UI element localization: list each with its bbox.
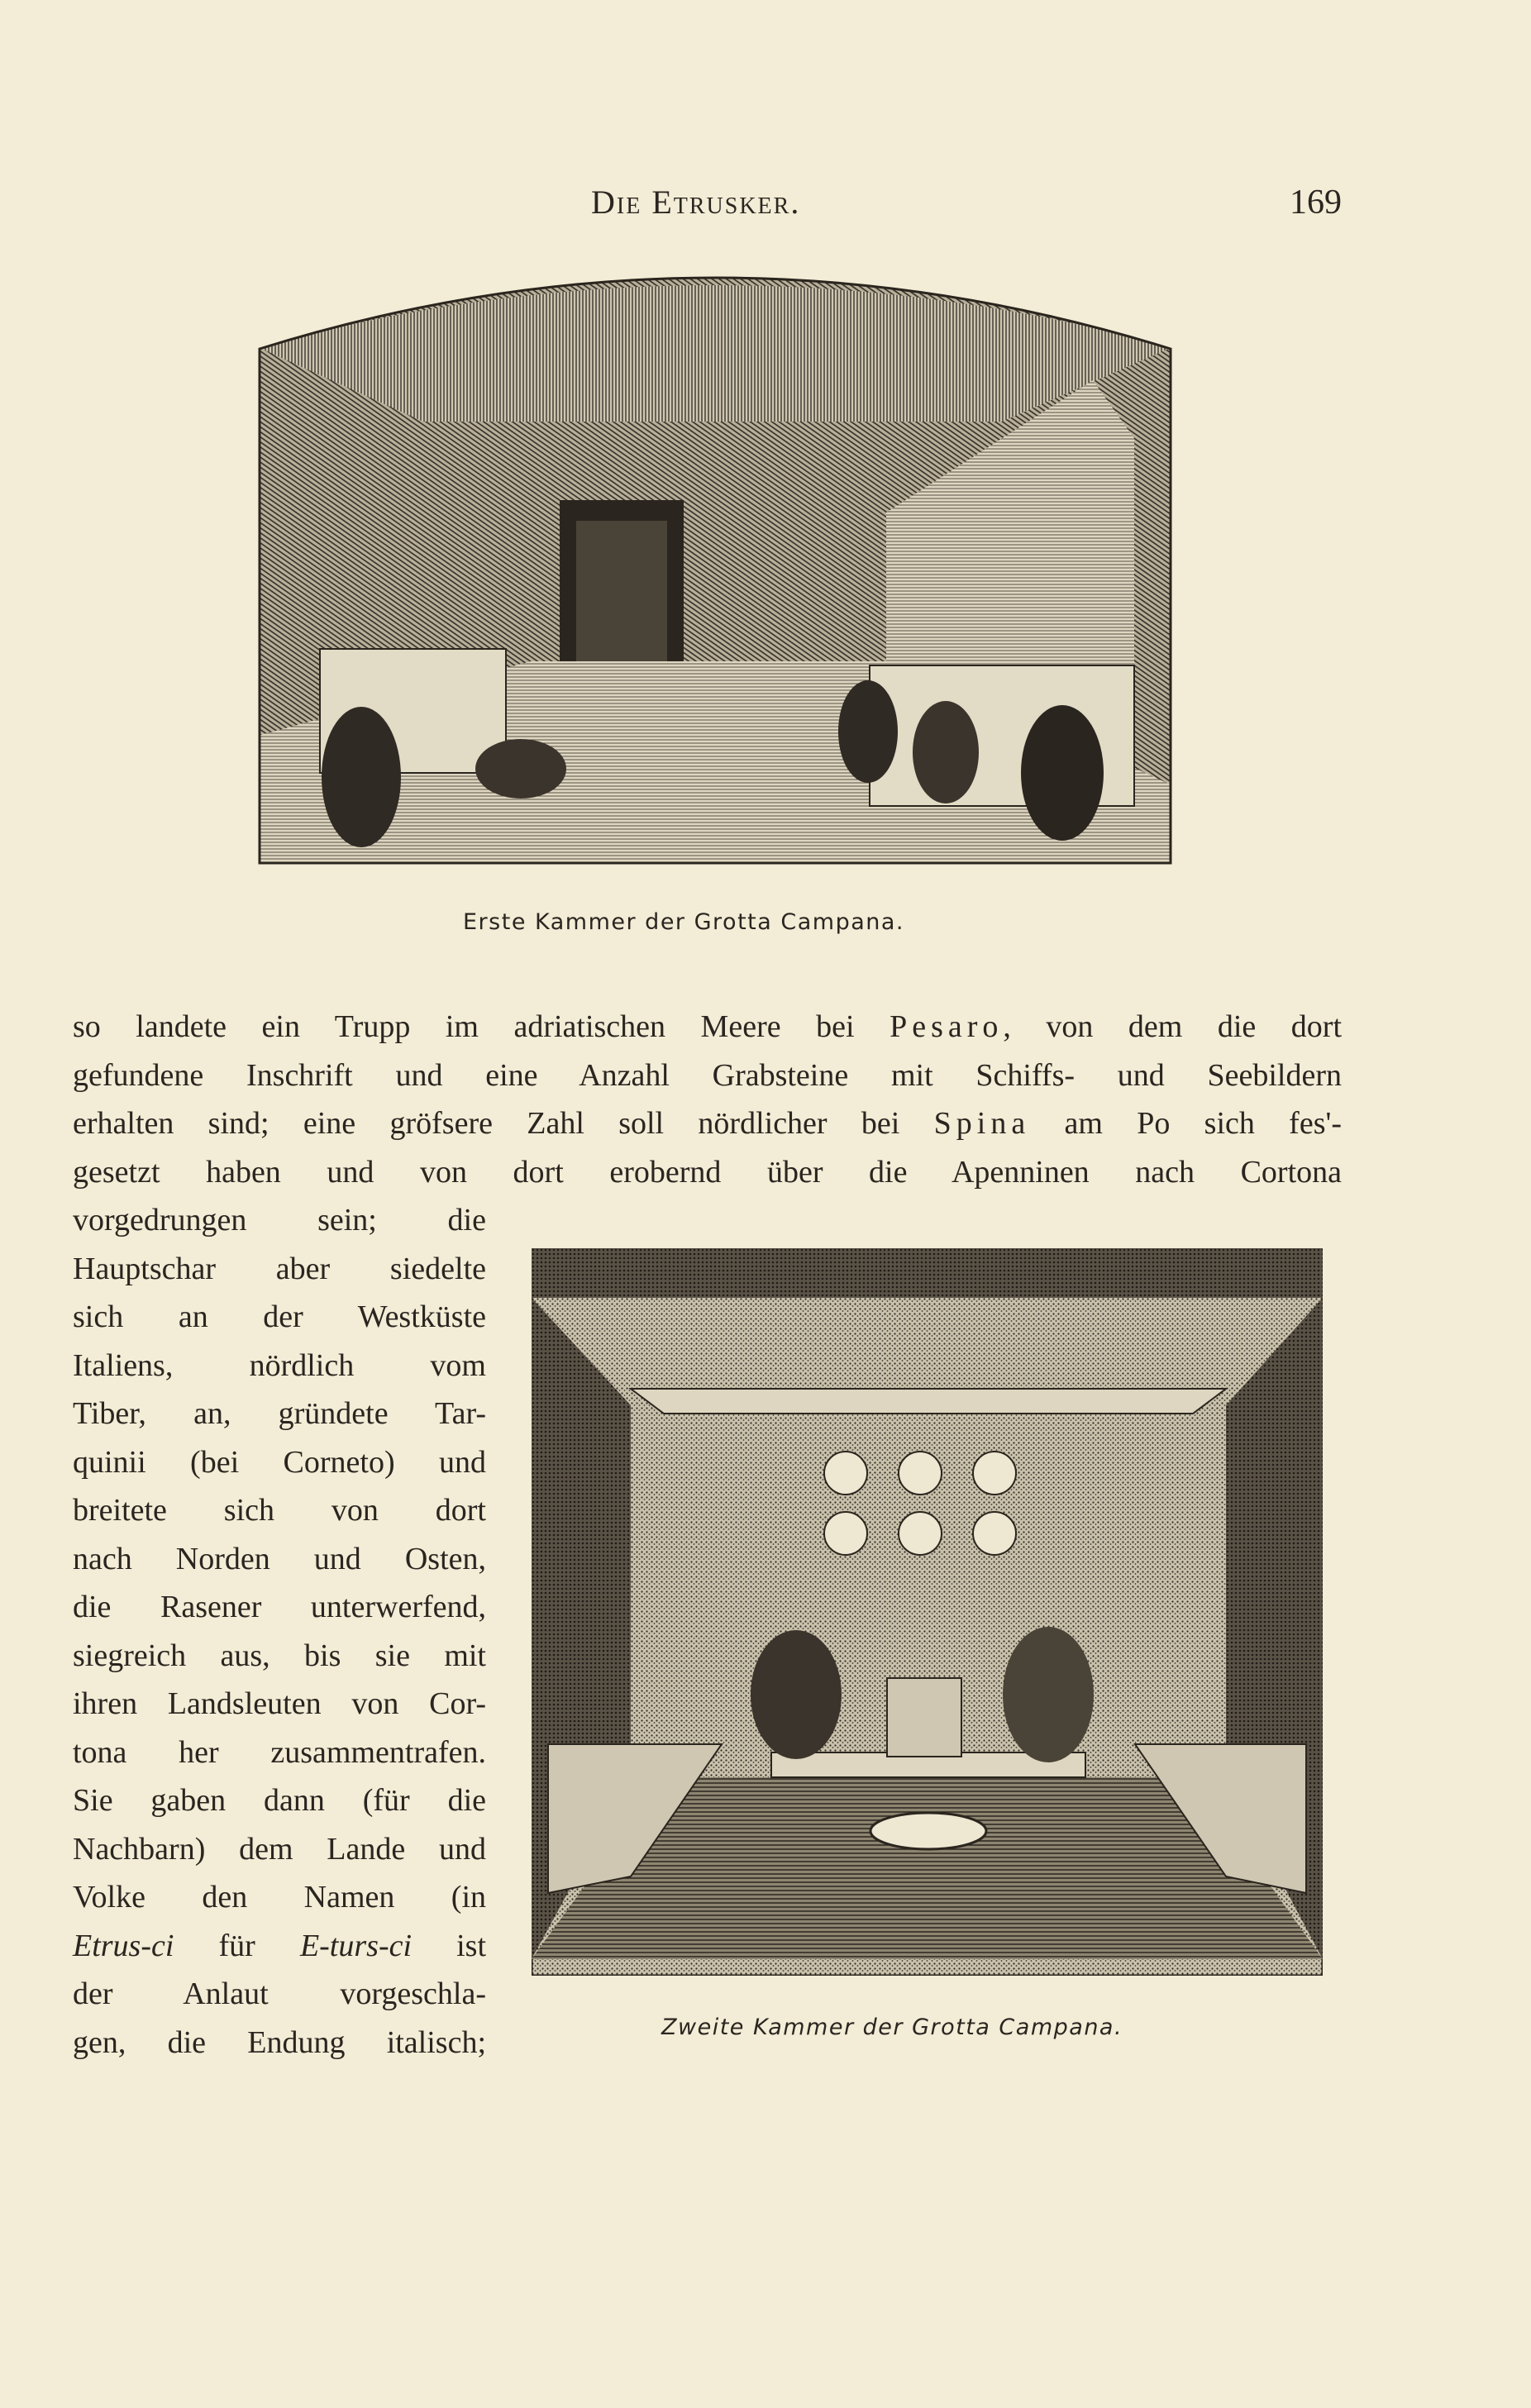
text-run: am Po sich fes'- <box>1030 1106 1342 1141</box>
text-line: der Anlaut vorgeschla- <box>73 1976 486 2011</box>
text-line: gen, die Endung italisch; <box>73 2024 486 2060</box>
text-line: breitete sich von dort <box>73 1493 486 1528</box>
text-line: Volke den Namen (in <box>73 1880 486 1914</box>
text-line: siegreich aus, bis sie mit <box>73 1638 486 1673</box>
figure-first-chamber <box>258 273 1172 865</box>
body-text-full-width <box>73 1003 1342 1196</box>
text-line: Italiens, nördlich vom <box>73 1347 486 1383</box>
text-line: Hauptschar aber siedelte <box>73 1251 486 1286</box>
body-text-narrow-column <box>73 1196 486 2067</box>
running-head <box>0 178 1531 227</box>
figure-caption-second-chamber: Zweite Kammer der Grotta Campana. <box>661 2015 1123 2040</box>
etymology-term: E-turs-ci <box>299 1928 413 1963</box>
running-title: Die Etrusker. <box>591 184 801 221</box>
engraving-first-chamber <box>258 273 1172 865</box>
text-line: tona her zusammentrafen. <box>73 1734 486 1770</box>
text-run: gesetzt haben und von dort erobernd über die Apenninen nach Cortona <box>73 1154 1342 1190</box>
text-line: nach Norden und Osten, <box>73 1541 486 1576</box>
text-run: , von dem die dort <box>1003 1009 1342 1044</box>
place-name-spina: Spina <box>933 1106 1031 1141</box>
figure-caption-first-chamber: Erste Kammer der Grotta Campana. <box>463 909 904 935</box>
text-run: ist <box>412 1928 487 1963</box>
etymology-term: Etrus-ci <box>73 1928 174 1963</box>
text-run: gefundene Inschrift und eine Anzahl Grabsteine mit Schiffs- und Seebildern <box>73 1057 1342 1093</box>
text-run: erhalten sind; eine gröfsere Zahl soll nördlicher bei <box>73 1106 934 1141</box>
text-line: Sie gaben dann (für die <box>73 1783 486 1818</box>
place-name-pesaro: Pesaro <box>890 1009 1004 1044</box>
text-line <box>73 1148 1342 1197</box>
text-line: Tiber, an, gründete Tar- <box>73 1396 486 1431</box>
engraving-second-chamber <box>532 1248 1323 1976</box>
text-line <box>73 1051 1342 1100</box>
text-line: quinii (bei Corneto) und <box>73 1444 486 1480</box>
text-run: für <box>174 1928 300 1963</box>
text-line: die Rasener unterwerfend, <box>73 1590 486 1624</box>
text-run: so landete ein Trupp im adriatischen Meere bei <box>73 1009 890 1044</box>
text-line: ihren Landsleuten von Cor- <box>73 1686 486 1721</box>
text-line <box>73 1922 486 1971</box>
text-line: sich an der Westküste <box>73 1299 486 1334</box>
text-line <box>73 1099 1342 1148</box>
text-line <box>73 1003 1342 1051</box>
text-line: vorgedrungen sein; die <box>73 1203 486 1237</box>
page-number: 169 <box>1290 184 1342 222</box>
text-line: Nachbarn) dem Lande und <box>73 1831 486 1867</box>
figure-second-chamber <box>532 1248 1323 1976</box>
